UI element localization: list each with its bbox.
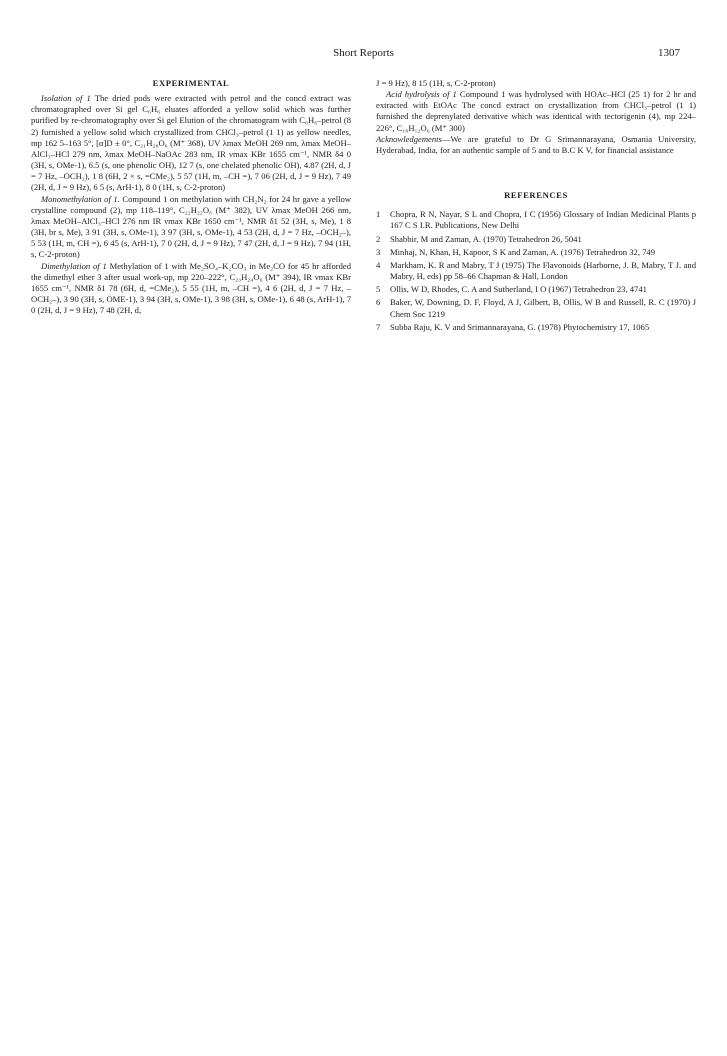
reference-text: Chopra, R N, Nayar, S L and Chopra, I C (1956) Glossary of Indian Medicinal Plants p 167 C S I.R. Publications, New Delhi <box>390 209 696 231</box>
reference-item <box>376 322 696 333</box>
reference-item <box>376 234 696 245</box>
reference-number: 2 <box>376 233 381 244</box>
paragraph-isolation <box>31 93 351 193</box>
references-heading: REFERENCES <box>504 190 568 201</box>
paragraph-lead: Acid hydrolysis of 1 <box>386 89 457 100</box>
paragraph-monomethylation <box>31 194 351 261</box>
reference-item <box>376 284 696 295</box>
right-column <box>376 78 696 335</box>
reference-text: Baker, W, Downing, D. F, Floyd, A J, Gilbert, B, Ollis, W B and Russell, R. C (1970) J Chem Soc 1219 <box>390 297 696 319</box>
reference-number: 3 <box>376 246 381 257</box>
paragraph-continuation: J = 9 Hz), 8 15 (1H, s, C-2-proton) <box>376 78 496 88</box>
paragraph-acid-hydrolysis <box>376 89 696 134</box>
paragraph-lead: Dimethylation of 1 <box>41 260 107 271</box>
reference-number: 6 <box>376 297 381 308</box>
reference-item <box>376 260 696 282</box>
acknowledgements-text: —We are grateful to Dr G Srimannarayana, Osmania University, Hyderabad, India, for an authentic sample of 5 and to B.C K V, for financial assistance <box>376 133 696 155</box>
left-column <box>31 78 351 316</box>
reference-text: Ollis, W D, Rhodes, C. A and Sutherland, I O (1967) Tetrahedron 23, 4741 <box>390 284 647 295</box>
page-number: 1307 <box>658 47 680 59</box>
paragraph-lead: Isolation of 1 <box>41 93 91 104</box>
paragraph-text: Compound 1 was hydrolysed with HOAc–HCl (25 1) for 2 hr and extracted with EtOAc The concd extract on crystallization from CHCl₃–petrol (1 1) furnished the deprenylated derivative which was identical with tectorigenin (4), mp 224–226°, C₁₆H₁₂O₆ (M⁺ 300) <box>376 89 696 133</box>
reference-text: Shabbir, M and Zaman, A. (1970) Tetrahedron 26, 5041 <box>390 233 582 244</box>
reference-item <box>376 297 696 319</box>
reference-number: 1 <box>376 209 381 220</box>
acknowledgements-lead: Acknowledgements <box>376 133 442 144</box>
paragraph-text: Compound 1 on methylation with CH₂N₂ for 24 hr gave a yellow crystalline compound (2), mp 118–119°, C₂₂H₂₂O₆ (M⁺ 382), UV λmax MeOH 266 nm, λmax MeOH–AlCl₃–HCl 276 nm IR νmax KBr 1650 cm⁻¹, NMR δ1 52 (3H, s, Me), 1 8 (3H, br s, Me), 3 91 (3H, s, OMe-1), 3 97 (3H, s, OMe-1), 4 53 (2H, d, J = 7 Hz, –OCH₂–), 5 53 (1H, m, CH =), 6 45 (s, ArH-1), 7 0 (2H, d, J = 9 Hz), 7 47 (2H, d, J = 9 Hz), 7 94 (1H, s, C-2-proton) <box>31 193 351 260</box>
reference-list <box>376 209 696 333</box>
section-heading-experimental: EXPERIMENTAL <box>152 78 230 88</box>
reference-number: 7 <box>376 321 381 332</box>
paragraph-dimethylation <box>31 261 351 317</box>
reference-text: Minhaj, N, Khan, H, Kapoor, S K and Zaman, A. (1976) Tetrahedron 32, 749 <box>390 246 656 257</box>
reference-number: 5 <box>376 284 381 295</box>
acknowledgements <box>376 134 696 156</box>
paragraph-text: The dried pods were extracted with petrol and the concd extract was chromatographed over Si gel C₆H₆ eluates afforded a yellow solid which was further purified by re-chromatography over Si gel Elution of the chromatogram with C₆H₆–petrol (8 2) furnished a yellow solid which crystallized from CHCl₃–petrol (1 1) as yellow needles, mp 162 5–163 5°, [α]D ± 0°, C₂₁H₂₀O₆ (M⁺ 368), UV λmax MeOH 269 nm, λmax MeOH–AlCl₃–HCl 279 nm, λmax MeOH–NaOAc 283 nm, IR νmax KBr 1655 cm⁻¹, NMR δ4 0 (3H, s, OMe-1), 6.5 (s, one phenolic OH), 12 7 (s, one chelated phenolic OH), 4.87 (2H, d, J = 7 Hz, –OCH₂), 1 8 (6H, 2 × s, =CMe₂), 5 57 (1H, m, –CH =), 7 06 (2H, d, J = 9 Hz), 7 49 (2H, d, J = 9 Hz), 6 5 (s, ArH-1), 8 0 (1H, s, C-2-proton) <box>31 93 351 193</box>
reference-text: Markham, K. R and Mabry, T J (1975) The Flavonoids (Harborne, J. B, Mabry, T J. and Mabry, H, eds) pp 58–66 Chapman & Hall, London <box>390 259 696 282</box>
paragraph-text: Methylation of 1 with Me₂SO₄–K₂CO₃ in Me₂CO for 45 hr afforded the dimethyl ether 3 after usual work-up, mp 220–222°, C₂₃H₂₄O₆ (M⁺ 394), IR νmax KBr 1655 cm⁻¹, NMR δ1 78 (6H, d, =CMe₂), 5 55 (1H, m, –CH =), 4 6 (2H, d, J = 7 Hz, –OCH₂–), 3 90 (3H, s, OME-1), 3 94 (3H, s, OMe-1), 3 98 (3H, s, OMe-1), 6 48 (s, ArH-1), 7 0 (2H, d, J = 9 Hz), 7 48 (2H, d, <box>31 260 352 316</box>
reference-item <box>376 247 696 258</box>
paragraph-lead: Monomethylation of 1. <box>41 193 120 204</box>
running-title: Short Reports <box>333 47 394 59</box>
reference-text: Subba Raju, K. V and Srimannarayana, G. (1978) Phytochemistry 17, 1065 <box>390 321 650 332</box>
reference-item <box>376 209 696 231</box>
reference-number: 4 <box>376 259 381 270</box>
